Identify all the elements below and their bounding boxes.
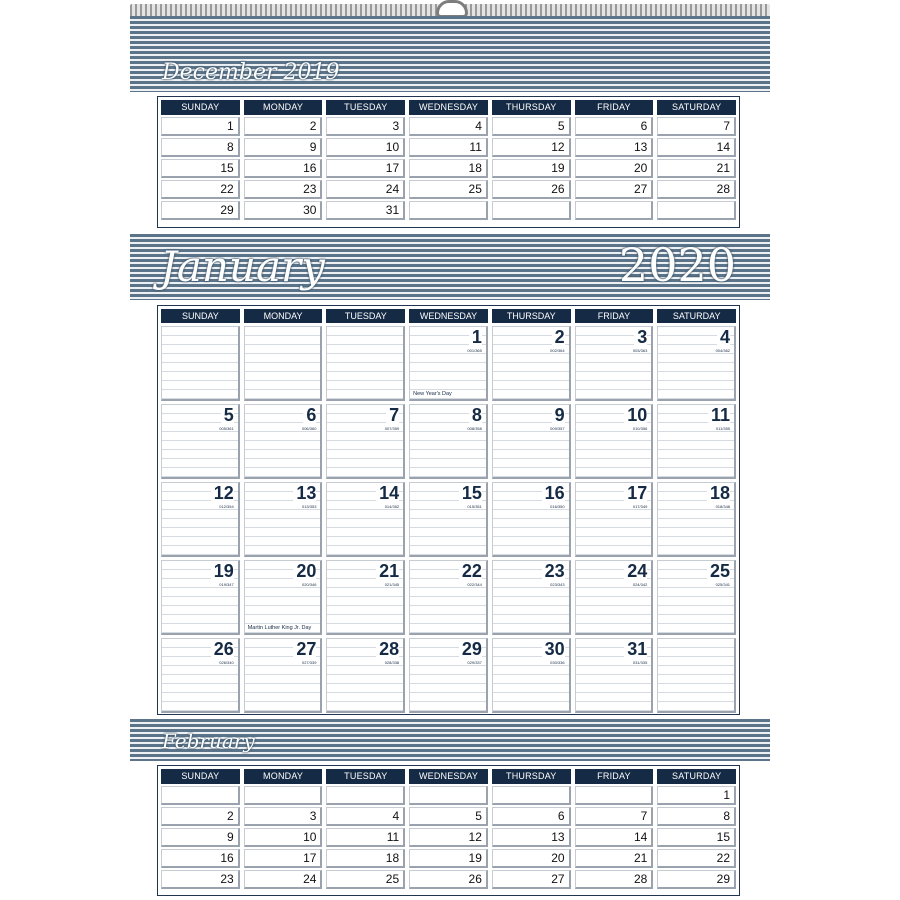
day-count: 031/335 <box>632 660 648 665</box>
day-cell[interactable] <box>409 201 488 220</box>
day-cell[interactable] <box>326 638 405 713</box>
day-count: 010/356 <box>632 426 648 431</box>
day-cell[interactable] <box>575 560 654 635</box>
day-cell[interactable] <box>326 404 405 479</box>
day-cell[interactable]: 13 <box>492 828 571 847</box>
january-year: 2020 <box>618 238 736 292</box>
weekday-header: SUNDAY <box>161 769 240 784</box>
day-number: 5 <box>221 405 234 425</box>
day-number: 29 <box>459 639 482 659</box>
day-cell[interactable]: 27 <box>575 180 654 199</box>
day-cell[interactable] <box>492 638 571 713</box>
day-cell[interactable]: 15 <box>161 159 240 178</box>
day-number: 26 <box>211 639 234 659</box>
day-cell[interactable]: 18 <box>326 849 405 868</box>
day-cell[interactable] <box>161 404 240 479</box>
day-cell[interactable]: 14 <box>575 828 654 847</box>
day-cell[interactable] <box>575 482 654 557</box>
day-count: 008/358 <box>467 426 482 431</box>
day-cell[interactable]: 31 <box>326 201 405 220</box>
weekday-header: THURSDAY <box>492 309 571 323</box>
day-number: 9 <box>552 405 565 425</box>
day-cell[interactable] <box>161 482 240 557</box>
day-number: 12 <box>211 483 234 503</box>
day-cell[interactable]: 11 <box>409 138 488 157</box>
day-cell[interactable] <box>409 404 488 479</box>
day-number: 19 <box>211 561 234 581</box>
day-cell[interactable]: 23 <box>161 870 240 889</box>
day-cell[interactable] <box>575 201 654 220</box>
day-cell[interactable]: 2 <box>161 807 240 826</box>
day-cell[interactable]: 9 <box>244 138 323 157</box>
day-cell[interactable]: 1 <box>161 117 240 136</box>
day-cell[interactable] <box>657 404 736 479</box>
day-cell[interactable]: 16 <box>161 849 240 868</box>
day-count: 007/359 <box>384 426 400 431</box>
day-cell[interactable]: 15 <box>657 828 736 847</box>
day-number: 6 <box>303 405 316 425</box>
day-number: 30 <box>542 639 565 659</box>
day-cell[interactable] <box>657 326 736 401</box>
day-cell[interactable] <box>575 404 654 479</box>
day-cell[interactable]: 17 <box>244 849 323 868</box>
day-cell[interactable] <box>657 201 736 220</box>
day-count: 021/345 <box>384 582 400 587</box>
day-cell[interactable]: 17 <box>326 159 405 178</box>
weekday-header: FRIDAY <box>575 769 654 784</box>
day-count: 017/349 <box>632 504 648 509</box>
day-cell[interactable] <box>409 786 488 805</box>
day-cell[interactable]: 27 <box>492 870 571 889</box>
day-number: 24 <box>624 561 647 581</box>
february-title: February <box>162 729 255 753</box>
day-count: 019/347 <box>219 582 234 587</box>
week-row <box>158 199 739 220</box>
day-number: 1 <box>469 327 482 347</box>
day-cell[interactable]: 20 <box>492 849 571 868</box>
day-cell[interactable]: 1 <box>657 786 736 805</box>
weekday-header: WEDNESDAY <box>409 309 488 323</box>
day-cell[interactable]: 6 <box>575 117 654 136</box>
week-row <box>158 805 739 826</box>
day-count: 026/340 <box>219 660 234 665</box>
day-cell[interactable]: 11 <box>326 828 405 847</box>
day-cell[interactable] <box>161 326 240 401</box>
day-count: 014/352 <box>384 504 400 509</box>
week-row <box>158 157 739 178</box>
day-cell[interactable]: 10 <box>244 828 323 847</box>
day-count: 018/348 <box>715 504 731 509</box>
weekday-header: SUNDAY <box>161 309 240 323</box>
day-number: 20 <box>293 561 316 581</box>
day-cell[interactable] <box>575 638 654 713</box>
day-cell[interactable]: 12 <box>492 138 571 157</box>
day-number: 23 <box>542 561 565 581</box>
day-count: 012/354 <box>219 504 234 509</box>
day-count: 016/350 <box>550 504 565 509</box>
january-month-grid <box>157 305 740 715</box>
day-count: 004/362 <box>715 348 731 353</box>
day-cell[interactable]: 3 <box>326 117 405 136</box>
day-count: 029/337 <box>467 660 482 665</box>
day-number: 25 <box>707 561 730 581</box>
day-cell[interactable] <box>244 638 323 713</box>
day-cell[interactable]: 25 <box>326 870 405 889</box>
day-cell[interactable] <box>244 560 323 635</box>
day-cell[interactable]: 4 <box>409 117 488 136</box>
day-cell[interactable] <box>575 326 654 401</box>
december-banner <box>130 16 770 92</box>
day-cell[interactable] <box>326 326 405 401</box>
day-number: 18 <box>707 483 730 503</box>
day-number: 7 <box>386 405 399 425</box>
day-cell[interactable]: 18 <box>409 159 488 178</box>
day-cell[interactable]: 14 <box>657 138 736 157</box>
day-number: 31 <box>624 639 647 659</box>
weekday-header: MONDAY <box>244 100 323 115</box>
day-count: 009/357 <box>550 426 565 431</box>
week-row <box>158 868 739 889</box>
weekday-header: TUESDAY <box>326 100 405 115</box>
day-count: 003/363 <box>632 348 648 353</box>
day-cell[interactable] <box>161 786 240 805</box>
weekday-header: WEDNESDAY <box>409 769 488 784</box>
weekday-header-row <box>158 306 739 323</box>
day-cell[interactable] <box>244 326 323 401</box>
day-number: 21 <box>376 561 399 581</box>
day-cell[interactable]: 13 <box>575 138 654 157</box>
day-cell[interactable]: 4 <box>326 807 405 826</box>
day-number: 4 <box>717 327 730 347</box>
day-cell[interactable]: 12 <box>409 828 488 847</box>
week-row <box>158 115 739 136</box>
day-cell[interactable]: 24 <box>244 870 323 889</box>
day-cell[interactable] <box>326 560 405 635</box>
day-number: 17 <box>624 483 647 503</box>
weekday-header: THURSDAY <box>492 769 571 784</box>
week-row <box>158 404 739 479</box>
weekday-header: WEDNESDAY <box>409 100 488 115</box>
day-number: 13 <box>293 483 316 503</box>
holiday-label: New Year's Day <box>413 391 452 397</box>
week-row <box>158 784 739 805</box>
december-mini-calendar <box>157 96 740 228</box>
weekday-header: SATURDAY <box>657 100 736 115</box>
weekday-header: TUESDAY <box>326 309 405 323</box>
day-cell[interactable] <box>492 201 571 220</box>
day-count: 024/342 <box>632 582 648 587</box>
day-cell[interactable]: 19 <box>409 849 488 868</box>
day-cell[interactable]: 9 <box>161 828 240 847</box>
day-cell[interactable]: 10 <box>326 138 405 157</box>
day-cell[interactable]: 23 <box>244 180 323 199</box>
weekday-header: SUNDAY <box>161 100 240 115</box>
day-cell[interactable] <box>161 560 240 635</box>
day-number: 3 <box>634 327 647 347</box>
day-cell[interactable] <box>244 404 323 479</box>
day-cell[interactable] <box>244 786 323 805</box>
day-number: 16 <box>542 483 565 503</box>
day-cell[interactable]: 26 <box>409 870 488 889</box>
weekday-header: MONDAY <box>244 769 323 784</box>
day-cell[interactable]: 28 <box>657 180 736 199</box>
weekday-header-row <box>158 100 739 115</box>
day-cell[interactable]: 7 <box>575 807 654 826</box>
december-title: December 2019 <box>162 60 340 85</box>
day-cell[interactable] <box>409 638 488 713</box>
day-cell[interactable] <box>657 560 736 635</box>
week-row <box>158 847 739 868</box>
day-number: 11 <box>708 405 730 425</box>
week-row <box>158 326 739 401</box>
day-cell[interactable]: 19 <box>492 159 571 178</box>
week-row <box>158 482 739 557</box>
day-cell[interactable]: 30 <box>244 201 323 220</box>
february-mini-calendar <box>157 765 740 896</box>
weekday-header: SATURDAY <box>657 769 736 784</box>
day-count: 006/360 <box>301 426 317 431</box>
day-cell[interactable] <box>575 786 654 805</box>
day-cell[interactable] <box>244 482 323 557</box>
weekday-header: MONDAY <box>244 309 323 323</box>
day-cell[interactable]: 25 <box>409 180 488 199</box>
day-number: 2 <box>552 327 565 347</box>
day-count: 011/355 <box>715 426 731 431</box>
day-count: 025/341 <box>715 582 731 587</box>
week-row <box>158 638 739 713</box>
day-cell[interactable]: 24 <box>326 180 405 199</box>
week-row <box>158 826 739 847</box>
holiday-label: Martin Luther King Jr. Day <box>247 625 312 631</box>
day-cell[interactable] <box>326 482 405 557</box>
day-cell[interactable] <box>161 638 240 713</box>
weekday-header: FRIDAY <box>575 100 654 115</box>
february-banner <box>130 719 770 761</box>
week-row <box>158 178 739 199</box>
day-cell[interactable]: 6 <box>492 807 571 826</box>
january-banner <box>130 234 770 300</box>
day-cell[interactable] <box>409 560 488 635</box>
day-cell[interactable]: 8 <box>657 807 736 826</box>
day-cell[interactable]: 29 <box>657 870 736 889</box>
day-cell[interactable]: 29 <box>161 201 240 220</box>
weekday-header: TUESDAY <box>326 769 405 784</box>
day-count: 013/353 <box>301 504 317 509</box>
day-number: 10 <box>624 405 647 425</box>
day-cell[interactable] <box>657 638 736 713</box>
day-count: 027/339 <box>301 660 317 665</box>
day-cell[interactable] <box>657 482 736 557</box>
day-cell[interactable]: 28 <box>575 870 654 889</box>
day-cell[interactable]: 8 <box>161 138 240 157</box>
weekday-header-row <box>158 769 739 784</box>
week-row <box>158 136 739 157</box>
day-cell[interactable] <box>409 482 488 557</box>
day-cell[interactable] <box>326 786 405 805</box>
day-cell[interactable]: 5 <box>409 807 488 826</box>
day-count: 015/351 <box>467 504 482 509</box>
day-number: 22 <box>459 561 482 581</box>
day-cell[interactable]: 3 <box>244 807 323 826</box>
day-cell[interactable]: 20 <box>575 159 654 178</box>
day-cell[interactable] <box>409 326 488 401</box>
day-count: 028/338 <box>384 660 400 665</box>
day-count: 005/361 <box>219 426 234 431</box>
day-number: 27 <box>293 639 316 659</box>
day-number: 15 <box>459 483 482 503</box>
weekday-header: FRIDAY <box>575 309 654 323</box>
day-cell[interactable] <box>492 482 571 557</box>
january-title: January <box>160 242 325 291</box>
day-count: 022/344 <box>467 582 482 587</box>
day-count: 030/336 <box>550 660 565 665</box>
day-number: 28 <box>376 639 399 659</box>
day-cell[interactable] <box>492 326 571 401</box>
day-count: 023/343 <box>550 582 565 587</box>
weekday-header: SATURDAY <box>657 309 736 323</box>
day-cell[interactable] <box>492 404 571 479</box>
day-cell[interactable]: 26 <box>492 180 571 199</box>
day-number: 14 <box>376 483 399 503</box>
day-cell[interactable] <box>492 786 571 805</box>
day-cell[interactable]: 21 <box>657 159 736 178</box>
weekday-header: THURSDAY <box>492 100 571 115</box>
day-count: 020/346 <box>301 582 317 587</box>
day-cell[interactable]: 5 <box>492 117 571 136</box>
day-cell[interactable]: 22 <box>161 180 240 199</box>
day-cell[interactable] <box>492 560 571 635</box>
day-cell[interactable]: 2 <box>244 117 323 136</box>
day-cell[interactable]: 21 <box>575 849 654 868</box>
week-row <box>158 560 739 635</box>
day-cell[interactable]: 22 <box>657 849 736 868</box>
day-number: 8 <box>469 405 482 425</box>
day-count: 001/365 <box>467 348 482 353</box>
day-count: 002/364 <box>550 348 565 353</box>
day-cell[interactable]: 7 <box>657 117 736 136</box>
day-cell[interactable]: 16 <box>244 159 323 178</box>
